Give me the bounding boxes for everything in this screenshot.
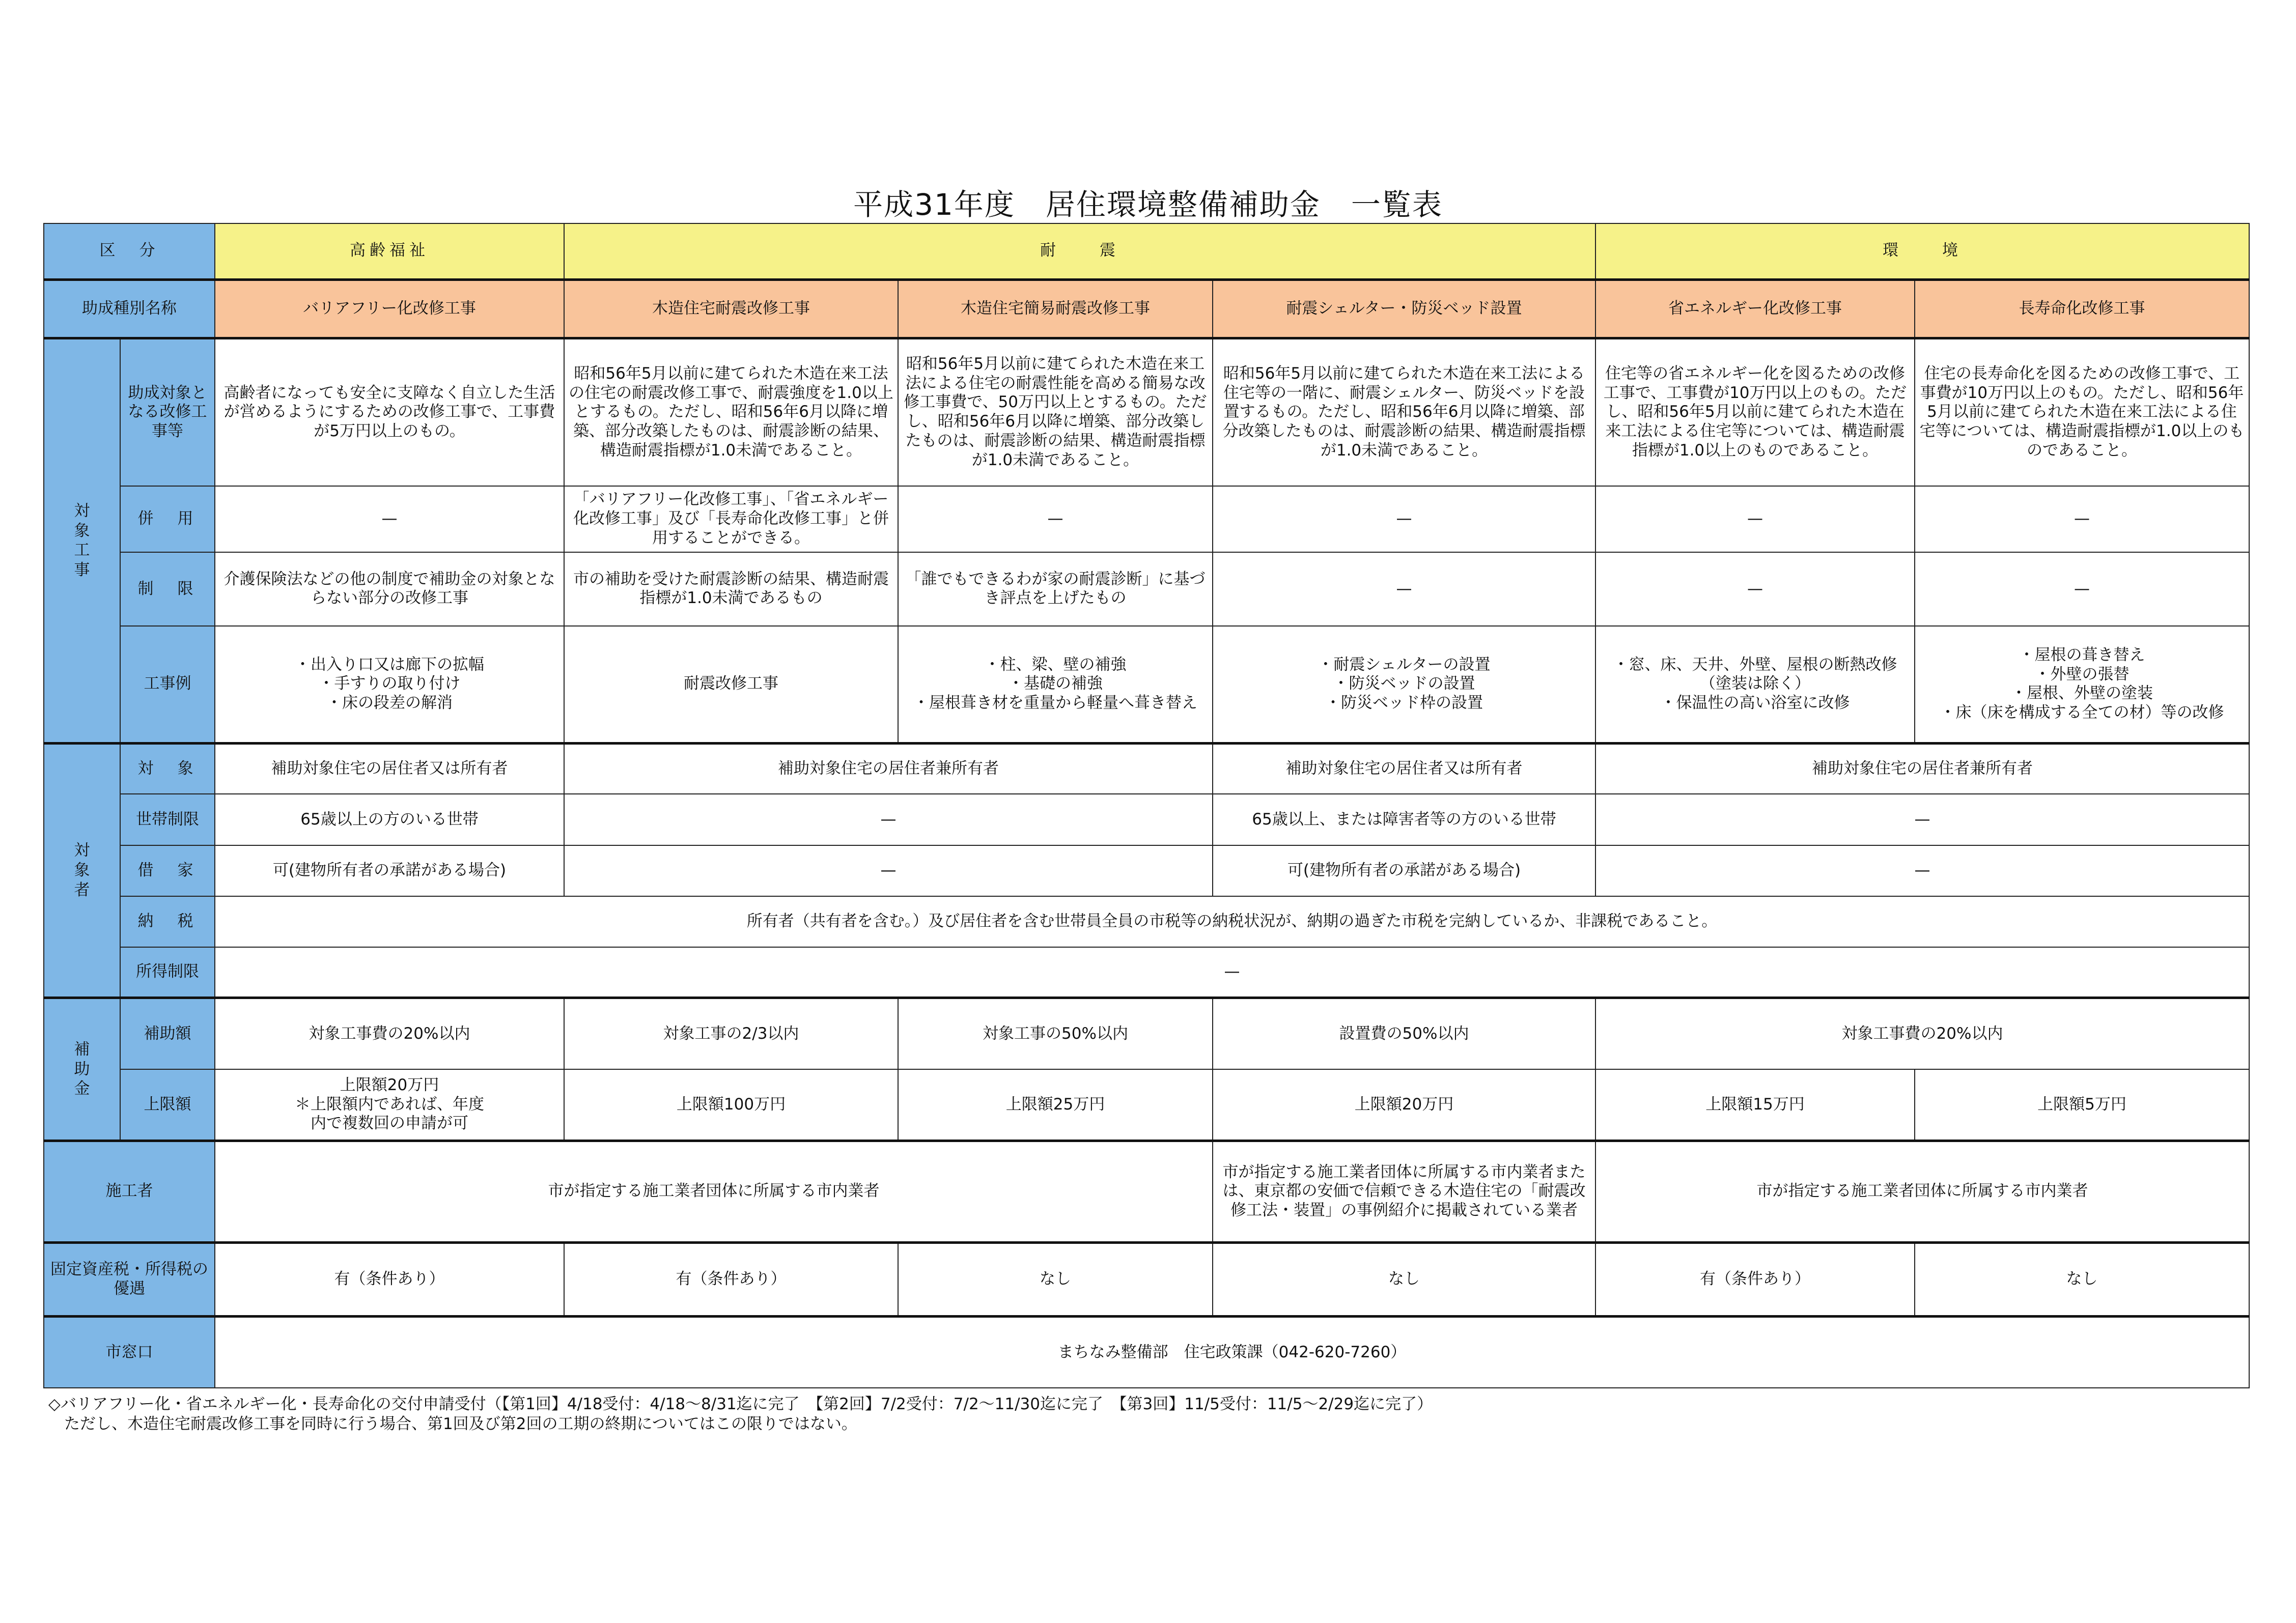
cap-cell: [898, 1069, 1213, 1141]
cap-cell: [564, 1069, 898, 1141]
tax-benefit-cell: 有（条件あり）: [564, 1243, 898, 1317]
tax-label: 納 税: [120, 896, 215, 947]
contractor-cell: 市が指定する施工業者団体に所属する市内業者: [1595, 1141, 2249, 1242]
target-cell: 補助対象住宅の居住者兼所有者: [1595, 743, 2249, 794]
income-cell: —: [215, 947, 2249, 998]
target-person-group-label: 対象者: [44, 743, 120, 998]
example-item: ・屋根、外壁の塗装: [2011, 684, 2153, 703]
subsidy-type-shelter-bed: 耐震シェルター・防災ベッド設置: [1213, 279, 1595, 338]
combined-cell: —: [1915, 486, 2249, 552]
subsidy-type-wood-simple-seismic: 木造住宅簡易耐震改修工事: [898, 279, 1213, 338]
cap-label: 上限額: [120, 1069, 215, 1141]
tax-benefit-cell: なし: [1213, 1243, 1595, 1317]
subsidy-table: [43, 223, 2250, 1388]
example-item: ・手すりの取り付け: [318, 674, 461, 693]
rental-cell: 可(建物所有者の承諾がある場合): [1213, 845, 1595, 896]
subsidy-type-label: 助成種別名称: [44, 279, 215, 338]
footnote-line: ◇バリアフリー化・省エネルギー化・長寿命化の交付申請受付（【第1回】4/18受付：4/18～8/31迄に完了 【第2回】7/2受付：7/2～11/30迄に完了 【第3回】11/5受付：11/5～2/29迄に完了）: [48, 1395, 1433, 1413]
rental-cell: —: [1595, 845, 2249, 896]
subject-cell: 住宅等の省エネルギー化を図るための改修工事で、工事費が10万円以上のもの。ただし、昭和56年5月以前に建てられた木造在来工法による住宅等については、構造耐震指標が1.0以上のものであること。: [1595, 338, 1915, 486]
cap-line: 上限額20万円: [1354, 1095, 1454, 1114]
example-cell: [898, 626, 1213, 743]
example-item: ・防災ベッド枠の設置: [1325, 694, 1483, 713]
tax-benefit-cell: なし: [1915, 1243, 2249, 1317]
cap-line: 上限額25万円: [1005, 1095, 1105, 1114]
category-seismic: 耐 震: [564, 223, 1595, 279]
amount-cell: 対象工事の50%以内: [898, 998, 1213, 1069]
income-label: 所得制限: [120, 947, 215, 998]
household-cell: 65歳以上、または障害者等の方のいる世帯: [1213, 794, 1595, 845]
target-label: 対 象: [120, 743, 215, 794]
tax-benefit-cell: なし: [898, 1243, 1213, 1317]
combined-cell: —: [215, 486, 564, 552]
example-cell: [1915, 626, 2249, 743]
contractor-cell: 市が指定する施工業者団体に所属する市内業者または、東京都の安価で信頼できる木造住宅の「耐震改修工法・装置」の事例紹介に掲載されている業者: [1213, 1141, 1595, 1242]
example-label: 工事例: [120, 626, 215, 743]
subsidy-type-longevity: 長寿命化改修工事: [1915, 279, 2249, 338]
limit-cell: —: [1595, 552, 1915, 626]
target-work-group-label: 対象工事: [44, 338, 120, 743]
target-cell: 補助対象住宅の居住者又は所有者: [215, 743, 564, 794]
contractor-label: 施工者: [44, 1141, 215, 1242]
subsidy-type-energy-saving: 省エネルギー化改修工事: [1595, 279, 1915, 338]
example-item: ・床（床を構成する全ての材）等の改修: [1940, 703, 2224, 722]
subsidy-type-wood-seismic: 木造住宅耐震改修工事: [564, 279, 898, 338]
subject-cell: 昭和56年5月以前に建てられた木造在来工法の住宅の耐震改修工事で、耐震強度を1.0以上とするもの。ただし、昭和56年6月以降に増築、部分改築したものは、耐震診断の結果、構造耐震指標が1.0未満であること。: [564, 338, 898, 486]
subject-cell: 昭和56年5月以前に建てられた木造在来工法による住宅の耐震性能を高める簡易な改修工事費で、50万円以上とするもの。ただし、昭和56年6月以降に増築、部分改築したものは、耐震診断の結果、構造耐震指標が1.0未満であること。: [898, 338, 1213, 486]
rental-cell: 可(建物所有者の承諾がある場合): [215, 845, 564, 896]
cap-line: 内で複数回の申請が可: [311, 1114, 468, 1133]
category-elderly-welfare: 高齢福祉: [215, 223, 564, 279]
amount-label: 補助額: [120, 998, 215, 1069]
subsidy-type-barrier-free: バリアフリー化改修工事: [215, 279, 564, 338]
footnote: [48, 1394, 1433, 1434]
category-environment: 環 境: [1595, 223, 2249, 279]
cap-line: 上限額15万円: [1705, 1095, 1805, 1114]
example-item: ・基礎の補強: [1008, 674, 1103, 693]
office-cell: まちなみ整備部 住宅政策課（042-620-7260）: [215, 1317, 2249, 1388]
cap-line: 上限額20万円: [340, 1075, 439, 1094]
example-item: ・床の段差の解消: [326, 694, 453, 713]
limit-cell: 介護保険法などの他の制度で補助金の対象とならない部分の改修工事: [215, 552, 564, 626]
cap-cell: [215, 1069, 564, 1141]
example-item: ・保温性の高い浴室に改修: [1660, 694, 1850, 713]
cap-line: ＊上限額内であれば、年度: [295, 1095, 484, 1114]
subsidy-group-label: 補助金: [44, 998, 120, 1141]
amount-cell: 設置費の50%以内: [1213, 998, 1595, 1069]
amount-cell: 対象工事の2/3以内: [564, 998, 898, 1069]
cap-line: 上限額5万円: [2037, 1095, 2126, 1114]
limit-cell: —: [1915, 552, 2249, 626]
contractor-cell: 市が指定する施工業者団体に所属する市内業者: [215, 1141, 1213, 1242]
target-cell: 補助対象住宅の居住者又は所有者: [1213, 743, 1595, 794]
rental-cell: —: [564, 845, 1213, 896]
combined-cell: —: [898, 486, 1213, 552]
example-cell: [215, 626, 564, 743]
household-label: 世帯制限: [120, 794, 215, 845]
example-item: ・外壁の張替: [2034, 665, 2130, 684]
tax-benefit-cell: 有（条件あり）: [215, 1243, 564, 1317]
combined-cell: 「バリアフリー化改修工事」、「省エネルギー化改修工事」及び「長寿命化改修工事」と併用することができる。: [564, 486, 898, 552]
example-item: ・耐震シェルターの設置: [1318, 655, 1491, 674]
limit-cell: —: [1213, 552, 1595, 626]
footnote-line: ただし、木造住宅耐震改修工事を同時に行う場合、第1回及び第2回の工期の終期についてはこの限りではない。: [48, 1414, 857, 1433]
subject-cell: 住宅の長寿命化を図るための改修工事で、工事費が10万円以上のもの。ただし、昭和56年5月以前に建てられた木造在来工法による住宅等については、構造耐震指標が1.0以上のものであること。: [1915, 338, 2249, 486]
tax-benefit-label: 固定資産税・所得税の優遇: [44, 1243, 215, 1317]
limit-cell: 市の補助を受けた耐震診断の結果、構造耐震指標が1.0未満であるもの: [564, 552, 898, 626]
household-cell: —: [564, 794, 1213, 845]
combined-cell: —: [1213, 486, 1595, 552]
example-item: ・窓、床、天井、外壁、屋根の断熱改修（塗装は除く）: [1613, 655, 1897, 693]
example-cell: [1213, 626, 1595, 743]
cap-line: 上限額100万円: [676, 1095, 786, 1114]
example-item: ・出入り口又は廊下の拡幅: [295, 655, 484, 674]
cap-cell: [1213, 1069, 1595, 1141]
office-label: 市窓口: [44, 1317, 215, 1388]
household-cell: —: [1595, 794, 2249, 845]
example-cell: [564, 626, 898, 743]
combined-cell: —: [1595, 486, 1915, 552]
tax-cell: 所有者（共有者を含む。）及び居住者を含む世帯員全員の市税等の納税状況が、納期の過ぎた市税を完納しているか、非課税であること。: [215, 896, 2249, 947]
example-item: 耐震改修工事: [684, 674, 778, 693]
subject-cell: 高齢者になっても安全に支障なく自立した生活が営めるようにするための改修工事で、工事費が5万円以上のもの。: [215, 338, 564, 486]
example-item: ・屋根葺き材を重量から軽量へ葺き替え: [913, 694, 1197, 713]
household-cell: 65歳以上の方のいる世帯: [215, 794, 564, 845]
subject-label: 助成対象となる改修工事等: [120, 338, 215, 486]
example-item: ・柱、梁、壁の補強: [984, 655, 1127, 674]
subject-cell: 昭和56年5月以前に建てられた木造在来工法による住宅等の一階に、耐震シェルター、防災ベッドを設置するもの。ただし、昭和56年6月以降に増築、部分改築したものは、耐震診断の結果、構造耐震指標が1.0未満であること。: [1213, 338, 1595, 486]
page-title: 平成31年度 居住環境整備補助金 一覧表: [853, 187, 1443, 222]
kubun-header: 区 分: [44, 223, 215, 279]
cap-cell: [1595, 1069, 1915, 1141]
rental-label: 借 家: [120, 845, 215, 896]
target-cell: 補助対象住宅の居住者兼所有者: [564, 743, 1213, 794]
cap-cell: [1915, 1069, 2249, 1141]
amount-cell: 対象工事費の20%以内: [215, 998, 564, 1069]
limit-label: 制 限: [120, 552, 215, 626]
example-cell: [1595, 626, 1915, 743]
amount-cell: 対象工事費の20%以内: [1595, 998, 2249, 1069]
example-item: ・屋根の葺き替え: [2019, 645, 2145, 664]
limit-cell: 「誰でもできるわが家の耐震診断」に基づき評点を上げたもの: [898, 552, 1213, 626]
example-item: ・防災ベッドの設置: [1333, 674, 1475, 693]
combined-label: 併 用: [120, 486, 215, 552]
tax-benefit-cell: 有（条件あり）: [1595, 1243, 1915, 1317]
